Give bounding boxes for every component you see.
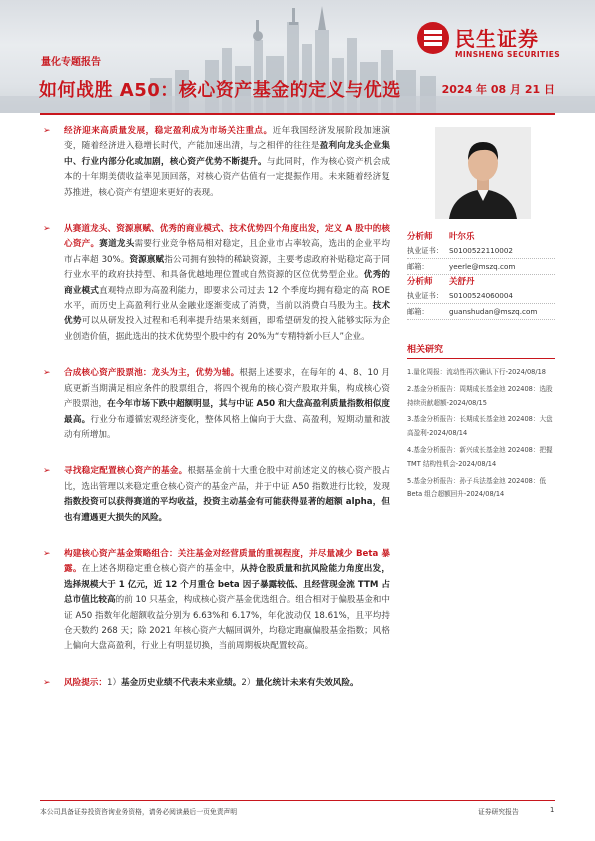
bullet-arrow-icon: ➢ xyxy=(43,224,51,235)
paragraph-text: 指公司拥有独特的稀缺资源，主要考虑政府补贴稳定高于同行业水平的政府扶持型、和具备优越地理位置或自然资源的区位优势型企业。 xyxy=(64,254,390,281)
analyst-cert-label: 执业证书： xyxy=(407,291,443,300)
summary-column xyxy=(40,124,390,691)
analyst-name: 叶尔乐 xyxy=(449,232,475,242)
related-research-item[interactable]: 3.基金分析报告：长期成长基金池 202408：大盘高盈利-2024/08/14 xyxy=(407,415,553,438)
analyst-email[interactable]: guanshudan@mszq.com xyxy=(449,307,538,316)
dotted-divider xyxy=(407,303,555,304)
footer-disclaimer: 本公司具备证券投资咨询业务资格，请务必阅读最后一页免责声明 xyxy=(40,808,238,816)
paragraph-text: 资源禀赋 xyxy=(129,254,165,265)
paragraph-text: 在上述各期稳定重仓核心资产的基金中， xyxy=(81,564,241,575)
summary-paragraph xyxy=(40,222,390,345)
report-title: 如何战胜 A50：核心资产基金的定义与优选 xyxy=(39,80,401,101)
report-header xyxy=(0,0,595,113)
paragraph-heading: 从赛道龙头、资源禀赋、优秀的商业模式、技术优势四个角度出发，定义 A 股中的核心资产。 xyxy=(64,224,390,250)
analyst-cert-label: 执业证书： xyxy=(407,246,443,255)
analyst-mail-label: 邮箱： xyxy=(407,307,429,316)
paragraph-text: 指数投资可以获得赛道的平均收益，投资主动基金有可能获得显著的超额 alpha，但也有遭遇更大损失的风险。 xyxy=(64,497,390,523)
dotted-divider xyxy=(407,258,555,259)
paragraph-text: 1） xyxy=(106,677,122,688)
bullet-arrow-icon: ➢ xyxy=(43,368,51,379)
header-divider xyxy=(40,113,555,115)
analyst-mail-row xyxy=(407,305,555,318)
footer-report-type: 证券研究报告 xyxy=(478,808,519,816)
related-research-item[interactable]: 2.基金分析报告：周期成长基金池 202408：选股持续贡献超额-2024/08/15 xyxy=(407,384,553,407)
paragraph-text: 与此同时，作为核心资产机会成本的十年期美债收益率见顶回落，对核心资产估值有一定提振作用。未来随着经济复苏推进，核心资产有望迎来更好的表现。 xyxy=(64,156,390,198)
paragraph-heading: 经济迎来高质量发展，稳定盈利成为市场关注重点。 xyxy=(64,126,273,136)
summary-paragraph xyxy=(40,676,390,691)
summary-paragraph xyxy=(40,124,390,201)
analyst-cert-number: S0100522110002 xyxy=(449,246,514,255)
page-number: 1 xyxy=(550,806,555,814)
analyst-role-label: 分析师 xyxy=(407,277,433,287)
summary-paragraph xyxy=(40,464,390,526)
paragraph-heading: 寻找稳定配置核心资产的基金。 xyxy=(64,466,188,477)
summary-paragraph xyxy=(40,366,390,443)
footer-divider xyxy=(40,800,555,801)
sidebar xyxy=(407,124,555,505)
related-research-item[interactable]: 4.基金分析报告：新兴成长基金池 202408：把握 TMT 结构性机会-2024/08/14 xyxy=(407,445,553,468)
bullet-arrow-icon: ➢ xyxy=(43,466,51,477)
analyst-mail-row xyxy=(407,260,555,273)
paragraph-text: 的前 10 只基金，构成核心资产基金优选组合。组合相对于偏股基金和中证 A50 指数年化超额收益分别为 6.63%和 6.17%，年化波动仅 18.61%，且平均持仓天数约 268 天；除 2021 年核心资产大幅回调外，均稳定跑赢偏股基金指数；风格上偏向大盘高盈利，行业上有明显切换，当前周期板块配置较高。 xyxy=(64,595,390,652)
company-logo xyxy=(417,22,577,68)
analyst-cert-row xyxy=(407,244,555,257)
paragraph-text: 根据上述要求，在每年的 4、8、10 月底更新当期满足相应条件的股票组合，将四个视角的核心资产股取并集，构成核心资产股票池， xyxy=(64,368,390,410)
paragraph-heading: 风险提示： xyxy=(64,677,107,688)
related-research-list xyxy=(407,366,555,502)
analyst-cert-row xyxy=(407,289,555,302)
logo-en-text: MINSHENG SECURITIES xyxy=(455,50,561,59)
analyst-info xyxy=(407,231,555,320)
dotted-divider xyxy=(407,319,555,320)
paragraph-text: 从持仓股质量和抗风险能力角度出发，选择规模大于 1 亿元，近 12 个月重仓 beta 因子暴露较低、且经营现金流 TTM 占总市值比较高 xyxy=(64,564,390,606)
paragraph-heading: 合成核心资产股票池：龙头为主，优势为辅。 xyxy=(64,368,240,379)
analyst-mail-label: 邮箱： xyxy=(407,262,429,271)
paragraph-text: 盈利向龙头企业集中、行业内部分化或加剧，核心资产优势不断提升。 xyxy=(64,141,390,167)
analyst-email[interactable]: yeerle@mszq.com xyxy=(449,262,516,271)
paragraph-text: 在今年市场下跌中超额明显，其与中证 A50 和大盘高盈利质量指数相似度最高。 xyxy=(64,399,390,425)
analyst-cert-number: S0100524060004 xyxy=(449,291,514,300)
bullet-arrow-icon: ➢ xyxy=(43,548,51,559)
paragraph-heading: 构建核心资产基金策略组合：关注基金对经营质量的重视程度，并尽量减少 Beta 暴露。 xyxy=(64,548,390,575)
analyst-name: 关舒丹 xyxy=(449,277,475,287)
paragraph-text: 优秀的商业模式 xyxy=(64,270,390,296)
bullet-arrow-icon: ➢ xyxy=(43,126,51,136)
paragraph-text: 可以从研发投入过程和毛利率提升结果来刻画，即希望研发的投入能够实际为企业创造价值，据此选出的技术优势型个股中约有 20%为“专精特新小巨人”企业。 xyxy=(64,316,390,342)
related-research-title: 相关研究 xyxy=(407,342,555,359)
paragraph-text: 量化统计未来有失效风险。 xyxy=(255,677,359,688)
paragraph-text: 技术优势 xyxy=(64,301,390,327)
analyst-photo xyxy=(435,127,531,219)
paragraph-text: 近年我国经济发展阶段加速演变，随着经济进入稳增长时代，产能加速出清，与之相伴的往往是 xyxy=(64,126,390,152)
paragraph-text: 根据基金前十大重仓股中对前述定义的核心资产股占比，选出管理以来稳定重仓核心资产的基金产品，并于中证 A50 指数进行比较，发现 xyxy=(64,466,390,492)
related-research-item[interactable]: 5.基金分析报告：孙子兵法基金池 202408：低 Beta 组合超额回升-2024/08/14 xyxy=(407,476,547,499)
summary-paragraph xyxy=(40,547,390,655)
bullet-arrow-icon: ➢ xyxy=(43,677,51,688)
paragraph-text: 基金历史业绩不代表未来业绩。 xyxy=(121,677,242,688)
paragraph-text: 赛道龙头 xyxy=(99,239,135,250)
dotted-divider xyxy=(407,274,555,275)
analyst-role-row xyxy=(407,276,555,289)
analyst-role-row xyxy=(407,231,555,244)
paragraph-text: 直观特点即为高盈利能力，即要求公司过去 12 个季度均拥有稳定的高 ROE 水平，而历史上高盈利行业从金融业逐渐变成了消费，当前以消费白马股为主。 xyxy=(64,285,390,312)
report-topic: 量化专题报告 xyxy=(41,57,101,68)
paragraph-text: 2） xyxy=(241,677,256,688)
paragraph-text: 行业分布遵循宏观经济变化，整体风格上偏向于大盘、高盈利，短期动量和波动有所增加。 xyxy=(64,414,390,440)
report-date: 2024 年 08 月 21 日 xyxy=(441,83,555,96)
analyst-role-label: 分析师 xyxy=(407,232,433,242)
logo-icon xyxy=(417,22,449,54)
paragraph-text: 需要行业竞争格局相对稳定，且企业市占率较高，选出的企业平均市占率超 30%。 xyxy=(64,239,390,265)
related-research-item[interactable]: 1.量化周报：流动性再次确认下行-2024/08/18 xyxy=(407,368,546,376)
logo-cn-text: 民生证券 xyxy=(455,27,539,51)
